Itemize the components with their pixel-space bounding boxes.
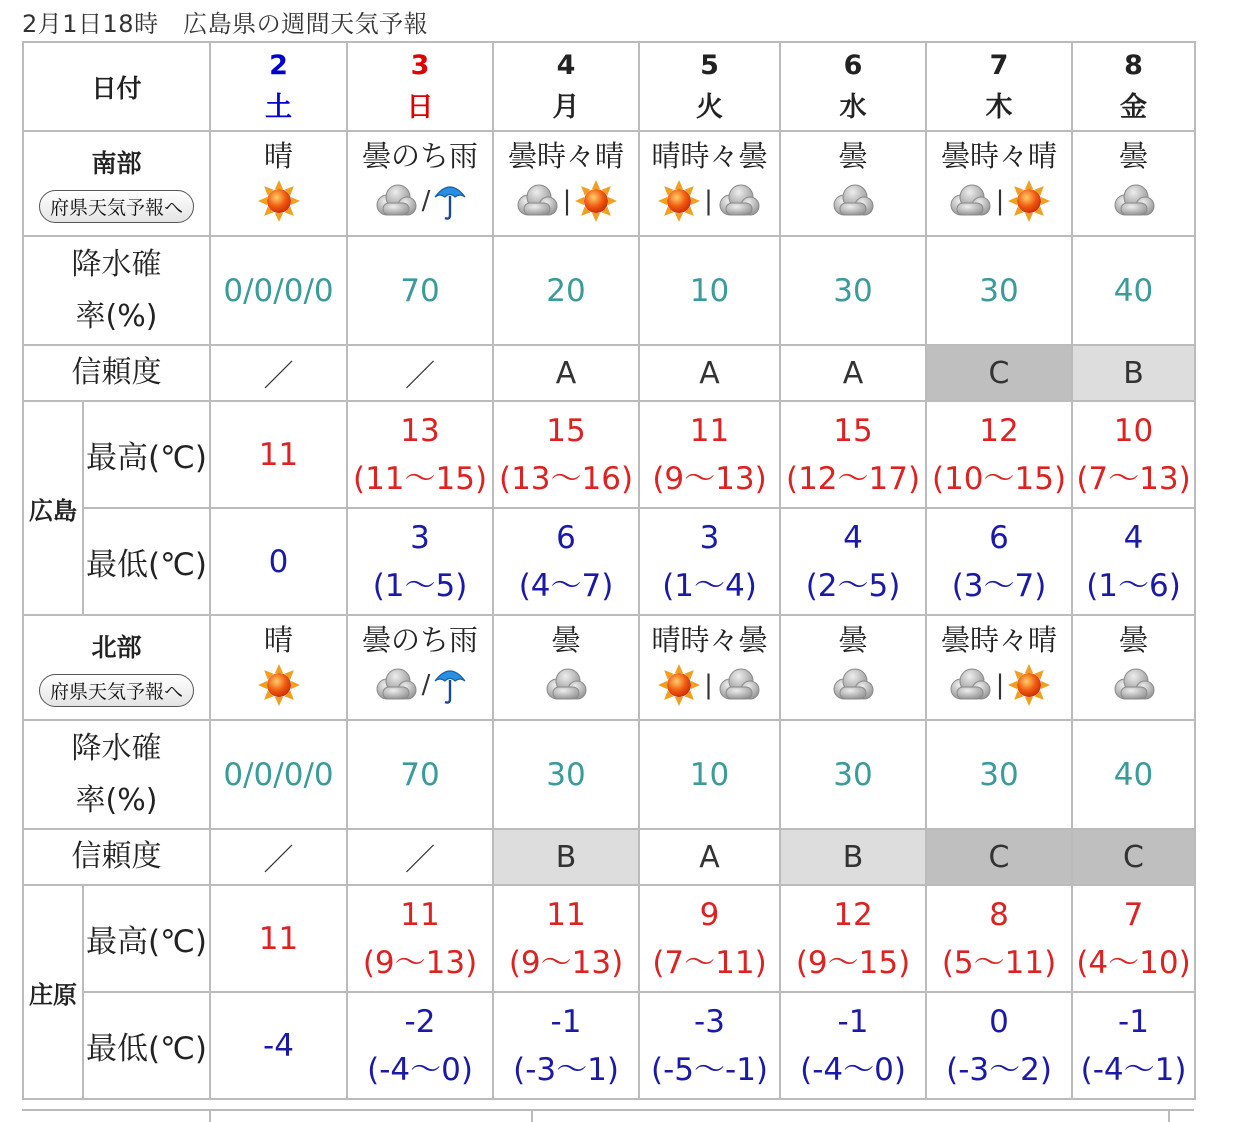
- weather-cell: [210, 131, 347, 236]
- day-of-week: 水: [839, 91, 867, 123]
- day-of-week: 日: [406, 91, 434, 123]
- cloud-icon: [514, 181, 560, 221]
- min-temp-cell: [210, 992, 347, 1099]
- max-temp-row: [23, 885, 1195, 992]
- min-temp-value: -3: [694, 1003, 725, 1040]
- day-header: [1072, 42, 1195, 131]
- cloud-icon: [716, 665, 762, 705]
- cloud-icon: [947, 665, 993, 705]
- weather-cell: [926, 131, 1072, 236]
- precip-prob-value: 30: [926, 236, 1072, 345]
- umbrella-icon: [433, 663, 467, 707]
- precip-prob-label-text: 降水確率(%): [71, 246, 162, 334]
- weather-row: [23, 615, 1195, 720]
- max-temp-value: 15: [546, 412, 586, 449]
- reliability-value: B: [493, 829, 639, 885]
- weather-cell: [210, 615, 347, 720]
- day-header: [210, 42, 347, 131]
- precip-prob-value: 30: [780, 720, 926, 829]
- precip-prob-value: 20: [493, 236, 639, 345]
- reliability-row: [23, 829, 1195, 885]
- precip-prob-value: 0/0/0/0: [210, 720, 347, 829]
- weather-text: 曇: [838, 138, 868, 173]
- weather-text: 曇時々晴: [508, 138, 625, 173]
- reliability-value: A: [780, 345, 926, 401]
- min-temp-cell: [1072, 508, 1195, 615]
- min-temp-row: [23, 508, 1195, 615]
- min-temp-cell: [1072, 992, 1195, 1099]
- min-temp-range: (1～5): [372, 567, 468, 604]
- day-of-week: 金: [1120, 91, 1148, 123]
- weather-cell: [639, 615, 780, 720]
- sun-icon: [1007, 179, 1051, 223]
- bar-separator: |: [995, 185, 1005, 216]
- weather-cell: [493, 131, 639, 236]
- weather-cell: [780, 131, 926, 236]
- max-temp-range: (7～13): [1076, 460, 1191, 497]
- prefecture-forecast-link[interactable]: 府県天気予報へ: [39, 674, 194, 707]
- day-number: 8: [1124, 49, 1143, 81]
- day-header: [493, 42, 639, 131]
- weather-text: 晴: [264, 622, 294, 657]
- weather-text: 曇: [838, 622, 868, 657]
- min-temp-range: (1～6): [1086, 567, 1181, 604]
- weekly-forecast-table: [22, 41, 1196, 1100]
- max-temp-cell: [1072, 885, 1195, 992]
- slash-separator: /: [421, 185, 431, 216]
- day-number: 7: [989, 49, 1009, 81]
- weather-text: 晴時々曇: [651, 138, 768, 173]
- precip-prob-row: [23, 236, 1195, 345]
- cloud-icon: [1111, 665, 1157, 705]
- max-temp-range: (11～15): [352, 460, 488, 497]
- min-temp-label: 最低(℃): [83, 992, 210, 1099]
- max-temp-value: 11: [546, 896, 586, 933]
- min-temp-range: (4～7): [518, 567, 614, 604]
- max-temp-cell: [639, 401, 780, 508]
- sun-icon: [1007, 663, 1051, 707]
- min-temp-value: 4: [1123, 519, 1144, 556]
- precip-prob-value: 70: [347, 236, 493, 345]
- sun-icon: [574, 179, 618, 223]
- day-number: 2: [269, 49, 288, 81]
- region-name: 南部: [91, 149, 142, 178]
- day-header: [347, 42, 493, 131]
- max-temp-value: 8: [989, 896, 1009, 933]
- min-temp-value: -1: [1118, 1003, 1149, 1040]
- max-temp-range: (7～11): [652, 944, 767, 981]
- cloud-icon: [947, 181, 993, 221]
- min-temp-range: (-5～-1): [651, 1051, 769, 1088]
- region-cell: [23, 131, 210, 236]
- cloud-icon: [1111, 181, 1157, 221]
- umbrella-icon: [433, 179, 467, 223]
- max-temp-value: 9: [699, 896, 720, 933]
- max-temp-cell: [1072, 401, 1195, 508]
- max-temp-cell: [926, 401, 1072, 508]
- table-next-row-edge: [22, 1109, 1194, 1122]
- weather-cell: [347, 131, 493, 236]
- day-of-week: 木: [985, 91, 1013, 123]
- weather-text: 曇時々晴: [941, 138, 1058, 173]
- bar-separator: |: [704, 185, 713, 216]
- max-temp-cell: [210, 885, 347, 992]
- max-temp-range: (13～16): [498, 460, 634, 497]
- min-temp-range: (-4～0): [367, 1051, 473, 1088]
- max-temp-cell: [347, 401, 493, 508]
- max-temp-value: 12: [833, 896, 873, 933]
- reliability-value: A: [639, 829, 780, 885]
- max-temp-range: (12～17): [785, 460, 921, 497]
- max-temp-cell: [639, 885, 780, 992]
- min-temp-cell: [639, 992, 780, 1099]
- precip-prob-value: 30: [780, 236, 926, 345]
- weather-text: 曇: [551, 622, 581, 657]
- sun-icon: [257, 179, 301, 223]
- weather-cell: [493, 615, 639, 720]
- cloud-icon: [543, 665, 589, 705]
- day-number: 5: [700, 49, 719, 81]
- reliability-label: 信頼度: [23, 829, 210, 885]
- min-temp-value: 3: [699, 519, 720, 556]
- precip-prob-value: 10: [639, 236, 780, 345]
- city-name: 広島: [23, 401, 83, 615]
- day-header: [926, 42, 1072, 131]
- max-temp-value: 11: [689, 412, 730, 449]
- min-temp-range: (3～7): [951, 567, 1047, 604]
- min-temp-cell: [347, 508, 493, 615]
- min-temp-cell: [493, 508, 639, 615]
- reliability-value: ／: [210, 345, 347, 401]
- min-temp-cell: [926, 992, 1072, 1099]
- weather-text: 曇のち雨: [362, 138, 479, 173]
- day-number: 3: [410, 49, 430, 81]
- weather-text: 曇: [1119, 622, 1149, 657]
- min-temp-value: 4: [843, 519, 863, 556]
- weather-text: 晴: [264, 138, 294, 173]
- min-temp-cell: [210, 508, 347, 615]
- date-label: 日付: [23, 42, 210, 131]
- bar-separator: |: [562, 185, 572, 216]
- reliability-value: C: [926, 345, 1072, 401]
- precip-prob-value: 40: [1072, 720, 1195, 829]
- precip-prob-value: 10: [639, 720, 780, 829]
- min-temp-value: 3: [410, 519, 430, 556]
- precip-prob-label: [23, 720, 210, 829]
- reliability-value: ／: [347, 829, 493, 885]
- day-of-week: 火: [696, 91, 724, 123]
- max-temp-range: (9～13): [508, 944, 624, 981]
- precip-prob-label-text: 降水確率(%): [71, 730, 162, 818]
- region-name: 北部: [91, 633, 142, 662]
- reliability-value: A: [493, 345, 639, 401]
- cloud-icon: [716, 181, 762, 221]
- min-temp-range: (-3～1): [513, 1051, 619, 1088]
- min-temp-range: (-3～2): [946, 1051, 1052, 1088]
- max-temp-range: (9～15): [795, 944, 911, 981]
- weather-cell: [1072, 131, 1195, 236]
- day-of-week: 月: [552, 91, 580, 123]
- reliability-value: C: [926, 829, 1072, 885]
- min-temp-cell: [347, 992, 493, 1099]
- max-temp-cell: [210, 401, 347, 508]
- max-temp-range: (9～13): [652, 460, 767, 497]
- weather-text: 曇時々晴: [941, 622, 1058, 657]
- max-temp-value: 13: [400, 412, 440, 449]
- cloud-icon: [373, 181, 419, 221]
- max-temp-cell: [926, 885, 1072, 992]
- max-temp-value: 10: [1113, 412, 1154, 449]
- min-temp-range: (1～4): [662, 567, 757, 604]
- weather-text: 曇: [1119, 138, 1149, 173]
- sun-icon: [657, 179, 701, 223]
- min-temp-value: -1: [837, 1003, 869, 1040]
- max-temp-range: (10～15): [931, 460, 1067, 497]
- cloud-icon: [830, 181, 876, 221]
- day-number: 6: [843, 49, 863, 81]
- min-temp-label: 最低(℃): [83, 508, 210, 615]
- reliability-value: C: [1072, 829, 1195, 885]
- page-caption: 2月1日18時 広島県の週間天気予報: [22, 10, 429, 38]
- reliability-row: [23, 345, 1195, 401]
- weather-cell: [1072, 615, 1195, 720]
- bar-separator: |: [995, 669, 1005, 700]
- region-cell: [23, 615, 210, 720]
- weather-text: 曇のち雨: [362, 622, 479, 657]
- city-name: 庄原: [23, 885, 83, 1099]
- weather-cell: [639, 131, 780, 236]
- min-temp-value: 0: [989, 1003, 1009, 1040]
- min-temp-cell: [493, 992, 639, 1099]
- min-temp-value: 6: [556, 519, 576, 556]
- cloud-icon: [373, 665, 419, 705]
- min-temp-range: (-4～1): [1080, 1051, 1187, 1088]
- max-temp-value: 12: [979, 412, 1019, 449]
- min-temp-cell: [926, 508, 1072, 615]
- day-header: [780, 42, 926, 131]
- precip-prob-value: 70: [347, 720, 493, 829]
- min-temp-value: 6: [989, 519, 1009, 556]
- max-temp-range: (5～11): [941, 944, 1057, 981]
- reliability-value: A: [639, 345, 780, 401]
- max-temp-value: 11: [258, 436, 299, 473]
- precip-prob-value: 0/0/0/0: [210, 236, 347, 345]
- day-header: [639, 42, 780, 131]
- reliability-value: ／: [347, 345, 493, 401]
- reliability-value: B: [1072, 345, 1195, 401]
- precip-prob-label: [23, 236, 210, 345]
- min-temp-value: -1: [550, 1003, 582, 1040]
- weather-row: [23, 131, 1195, 236]
- max-temp-cell: [493, 401, 639, 508]
- min-temp-value: -2: [404, 1003, 436, 1040]
- day-of-week: 土: [265, 91, 293, 123]
- min-temp-row: [23, 992, 1195, 1099]
- max-temp-value: 11: [258, 920, 299, 957]
- max-temp-range: (4～10): [1076, 944, 1191, 981]
- min-temp-range: (2～5): [805, 567, 901, 604]
- min-temp-cell: [780, 992, 926, 1099]
- day-number: 4: [556, 49, 576, 81]
- min-temp-cell: [639, 508, 780, 615]
- max-temp-value: 15: [833, 412, 873, 449]
- max-temp-row: [23, 401, 1195, 508]
- max-temp-range: (9～13): [362, 944, 478, 981]
- weather-cell: [926, 615, 1072, 720]
- min-temp-value: -4: [263, 1027, 294, 1064]
- reliability-value: ／: [210, 829, 347, 885]
- max-temp-cell: [493, 885, 639, 992]
- max-temp-value: 7: [1123, 896, 1144, 933]
- cloud-icon: [830, 665, 876, 705]
- precip-prob-value: 40: [1072, 236, 1195, 345]
- bar-separator: |: [704, 669, 713, 700]
- weather-text: 晴時々曇: [651, 622, 768, 657]
- max-temp-label: 最高(℃): [83, 401, 210, 508]
- max-temp-value: 11: [400, 896, 440, 933]
- weather-cell: [780, 615, 926, 720]
- max-temp-cell: [347, 885, 493, 992]
- reliability-value: B: [780, 829, 926, 885]
- min-temp-range: (-4～0): [800, 1051, 906, 1088]
- sun-icon: [257, 663, 301, 707]
- precip-prob-value: 30: [493, 720, 639, 829]
- weather-cell: [347, 615, 493, 720]
- precip-prob-row: [23, 720, 1195, 829]
- sun-icon: [657, 663, 701, 707]
- max-temp-cell: [780, 885, 926, 992]
- date-header-row: [23, 42, 1195, 131]
- max-temp-cell: [780, 401, 926, 508]
- precip-prob-value: 30: [926, 720, 1072, 829]
- min-temp-cell: [780, 508, 926, 615]
- max-temp-label: 最高(℃): [83, 885, 210, 992]
- slash-separator: /: [421, 669, 431, 700]
- min-temp-value: 0: [268, 543, 289, 580]
- reliability-label: 信頼度: [23, 345, 210, 401]
- prefecture-forecast-link[interactable]: 府県天気予報へ: [39, 190, 194, 223]
